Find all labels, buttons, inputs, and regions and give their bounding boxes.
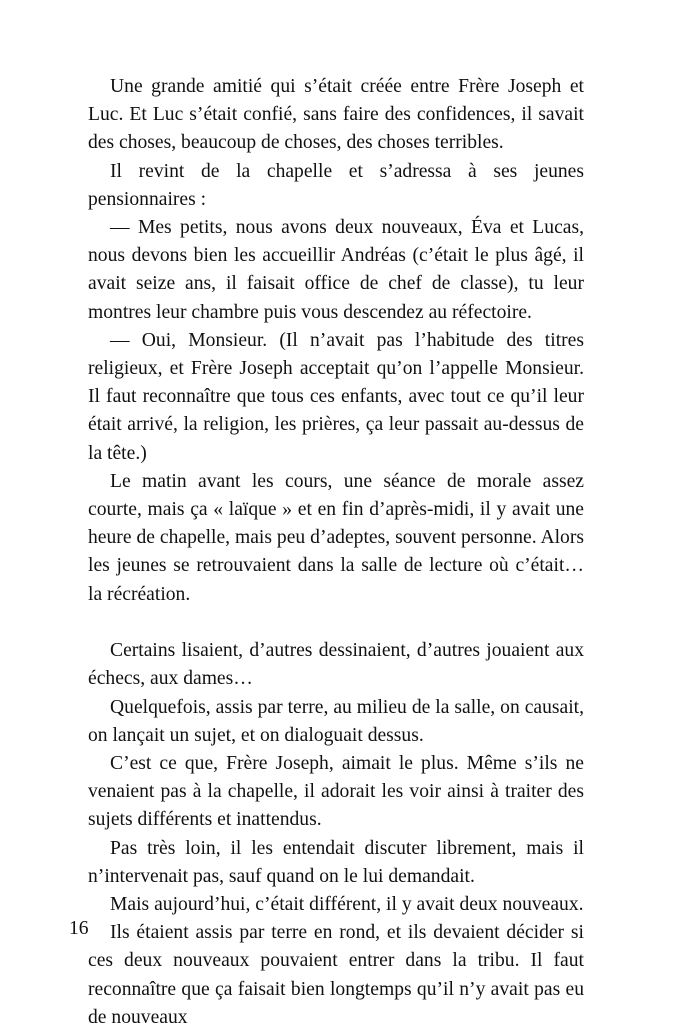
paragraph: C’est ce que, Frère Joseph, aimait le plus. Même s’ils ne venaient pas à la chapelle, il adorait les voir ainsi à traiter des sujets différents et inattendus. (88, 753, 584, 831)
dialogue-paragraph: — Oui, Monsieur. (Il n’avait pas l’habitude des titres religieux, et Frère Joseph acceptait qu’on l’appelle Monsieur. Il faut reconnaître que tous ces enfants, avec tout ce qu’il leur était arrivé, la religion, les prières, ça leur passait au-dessus de la tête.) (88, 329, 584, 464)
paragraph: Une grande amitié qui s’était créée entre Frère Joseph et Luc. Et Luc s’était confié, sans faire des confidences, il savait des choses, beaucoup de choses, des choses terribles. (88, 76, 584, 154)
page-number: 16 (69, 918, 89, 939)
paragraph: Pas très loin, il les entendait discuter librement, mais il n’intervenait pas, sauf quand on le lui demandait. (88, 837, 584, 887)
dialogue-paragraph: — Mes petits, nous avons deux nouveaux, Éva et Lucas, nous devons bien les accueillir Andréas (c’était le plus âgé, il avait seize ans, il faisait office de chef de classe), tu leur montres leur chambre puis vous descendez au réfectoire. (88, 217, 584, 323)
body-text (88, 73, 584, 1032)
paragraph: Il revint de la chapelle et s’adressa à ses jeunes pensionnaires : (88, 160, 584, 210)
paragraph: Ils étaient assis par terre en rond, et ils devaient décider si ces deux nouveaux pouvaient entrer dans la tribu. Il faut reconnaître que ça faisait bien longtemps qu’il n’y avait pas eu de nouveaux (88, 922, 584, 1028)
section-gap (88, 609, 584, 637)
paragraph: Mais aujourd’hui, c’était différent, il y avait deux nouveaux. (110, 894, 584, 916)
paragraph: Certains lisaient, d’autres dessinaient, d’autres jouaient aux échecs, aux dames… (88, 640, 584, 690)
paragraph: Quelquefois, assis par terre, au milieu de la salle, on causait, on lançait un sujet, et on dialoguait dessus. (88, 696, 584, 746)
paragraph: Le matin avant les cours, une séance de morale assez courte, mais ça « laïque » et en fin d’après-midi, il y avait une heure de chapelle, mais peu d’adeptes, souvent personne. Alors les jeunes se retrouvaient dans la salle de lecture où c’était… la récréation. (88, 470, 584, 605)
